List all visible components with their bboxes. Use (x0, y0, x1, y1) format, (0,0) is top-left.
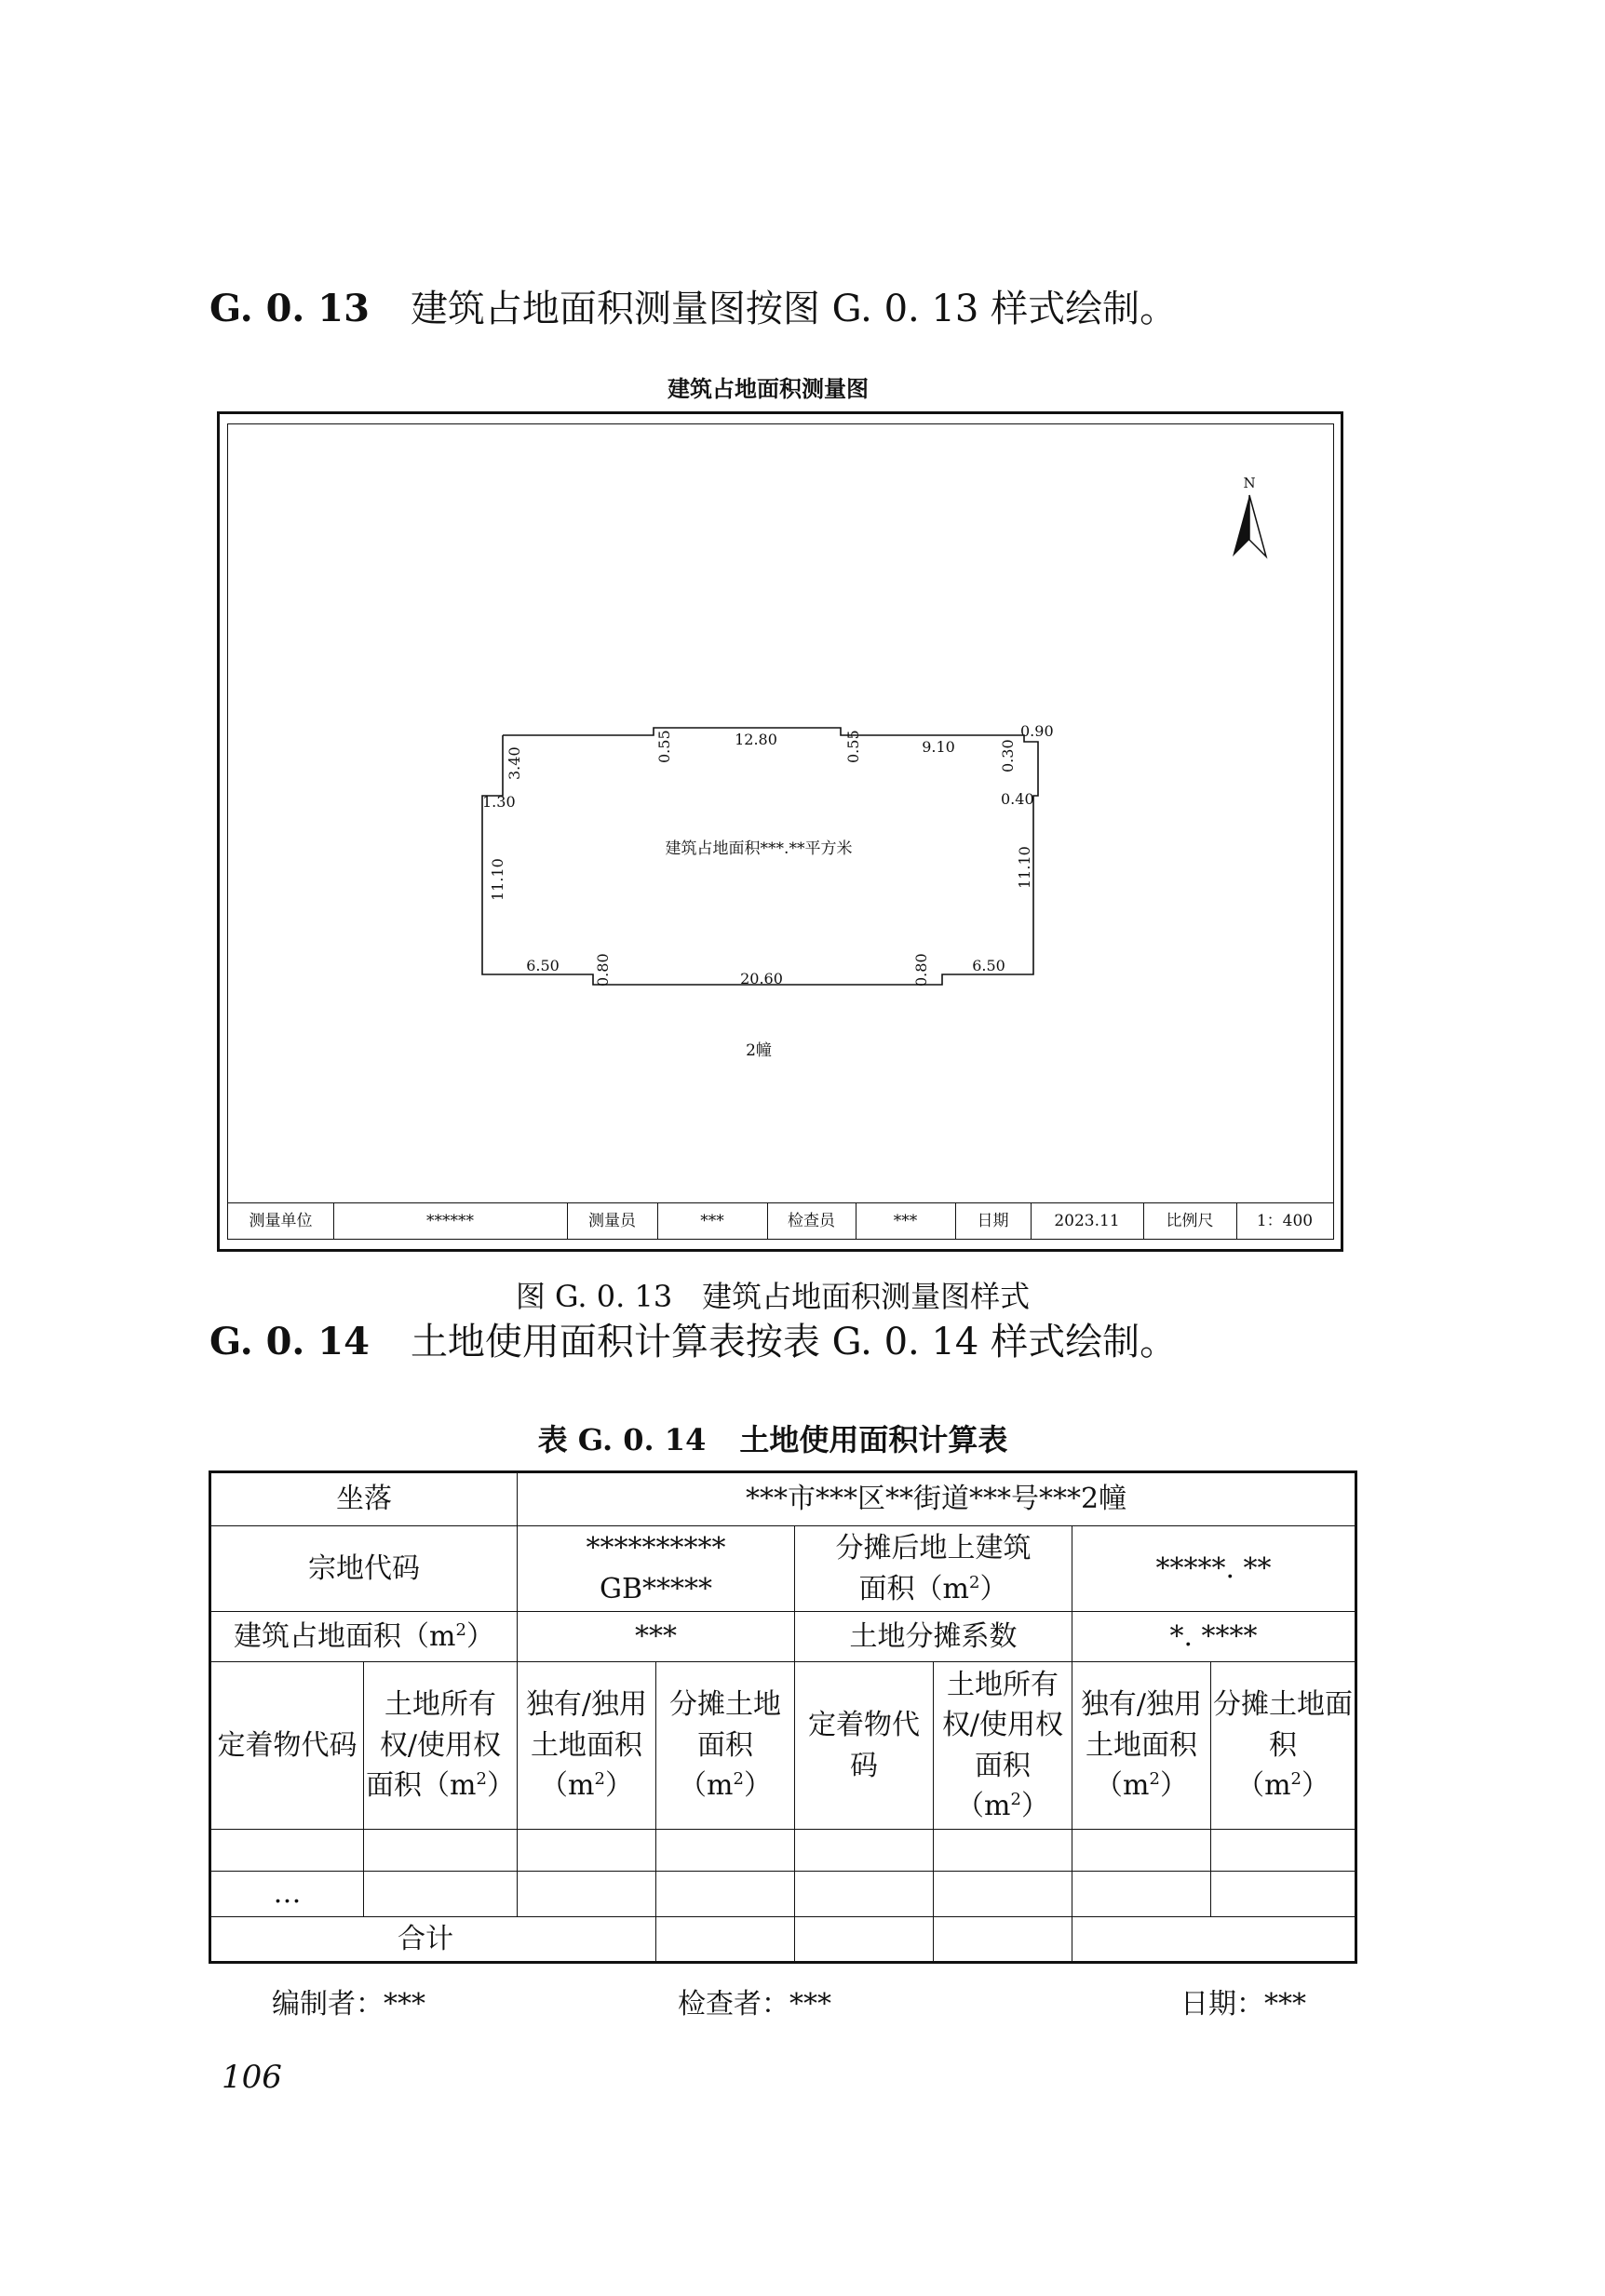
dim-label: 0.80 (594, 953, 612, 987)
figure-caption: 图 G. 0. 13 建筑占地面积测量图样式 (515, 1279, 1031, 1314)
dim-label: 0.55 (655, 730, 673, 763)
north-arrow-outline (1249, 495, 1266, 557)
clause-number: G. 0. 13 (209, 287, 370, 330)
surveyor-label: 测量员 (588, 1212, 636, 1230)
shared-area-label: 分摊后地上建筑 面积$(m^2)$ (795, 1526, 1072, 1612)
dim-label: 3.40 (506, 746, 523, 780)
dim-label: 0.30 (999, 739, 1017, 772)
shared-area-label-line2: 面积（m (858, 1572, 969, 1605)
parcel-code-line1: ********** (586, 1532, 726, 1564)
total-row (210, 1916, 1356, 1963)
dim-label: 11.10 (489, 858, 506, 901)
north-arrow-icon (1233, 495, 1249, 557)
dim-label: 6.50 (526, 957, 560, 974)
header-allocated-area: 分摊土地面积 $(m^2)$ (656, 1662, 795, 1830)
dim-label: 12.80 (735, 731, 777, 748)
figure-title: 建筑占地面积测量图 (668, 375, 869, 402)
coefficient-value: *. **** (1072, 1612, 1356, 1662)
total-label: 合计 (210, 1916, 656, 1963)
table-title-text: 土地使用面积计算表 (739, 1422, 1008, 1457)
page-number: 106 (222, 2059, 282, 2096)
checker-label: 检查员 (788, 1212, 835, 1230)
parcel-code-value (518, 1526, 795, 1612)
footer-date: 日期：*** (1180, 1988, 1306, 2021)
coefficient-label: 土地分摊系数 (795, 1612, 1072, 1662)
land-area-table (209, 1470, 1357, 1964)
table-row (210, 1830, 1356, 1872)
clause-text: 建筑占地面积测量图按图 G. 0. 13 样式绘制。 (410, 288, 1178, 330)
dim-label: 1.30 (482, 793, 516, 811)
clause-number: G. 0. 14 (209, 1320, 370, 1363)
checker-value: *** (893, 1212, 918, 1230)
area-label: 建筑占地面积***.**平方米 (665, 839, 853, 858)
location-value: ***市***区**街道***号***2幢 (518, 1472, 1356, 1526)
footprint-label: 建筑占地面积$(m^2)$ (210, 1612, 518, 1662)
dim-label: 11.10 (1016, 846, 1033, 889)
shared-area-label-line1: 分摊后地上建筑 (835, 1532, 1032, 1564)
date-value: 2023.11 (1054, 1212, 1120, 1230)
date-label: 日期 (977, 1212, 1009, 1230)
dim-label: 0.40 (1001, 790, 1034, 808)
table-row (210, 1872, 1356, 1917)
location-label: 坐落 (210, 1472, 518, 1526)
header-land-area: 土地所有权/使用权面积 $(m^2)$ (934, 1662, 1072, 1830)
header-fixture-code: 定着物代码 (210, 1662, 364, 1830)
footer-compiler: 编制者：*** (272, 1988, 425, 2021)
header-fixture-code: 定着物代码 (795, 1662, 934, 1830)
dim-label: 6.50 (972, 957, 1005, 974)
clause-text: 土地使用面积计算表按表 G. 0. 14 样式绘制。 (410, 1321, 1178, 1363)
dim-label: 9.10 (922, 738, 955, 756)
shared-area-value: *****. ** (1072, 1526, 1356, 1612)
building-label: 2幢 (746, 1041, 772, 1060)
unit-value: ****** (426, 1212, 474, 1230)
footer-checker: 检查者：*** (678, 1988, 831, 2021)
dim-label: 0.55 (844, 730, 862, 763)
surveyor-value: *** (700, 1212, 724, 1230)
table-number: 表 G. 0. 14 (537, 1422, 707, 1457)
unit-label: 测量单位 (249, 1212, 313, 1230)
scale-value: 1：400 (1256, 1212, 1314, 1230)
header-exclusive-area: 独有/独用土地面积 $(m^2)$ (1072, 1662, 1211, 1830)
title-block (228, 1202, 1333, 1239)
north-label: N (1243, 475, 1256, 491)
header-land-area: 土地所有权/使用权面积$(m^2)$ (364, 1662, 518, 1830)
parcel-code-line2: GB***** (599, 1572, 712, 1605)
ellipsis-cell: … (210, 1872, 364, 1917)
scale-label: 比例尺 (1166, 1212, 1214, 1230)
header-allocated-area: 分摊土地面积 $(m^2)$ (1211, 1662, 1356, 1830)
dim-label: 0.90 (1020, 722, 1054, 740)
dim-label: 20.60 (740, 970, 783, 987)
footprint-value: *** (518, 1612, 795, 1662)
clause-g014 (209, 1312, 1177, 1365)
dim-label: 0.80 (912, 953, 930, 987)
table-title (0, 1417, 1545, 1459)
parcel-code-label: 宗地代码 (210, 1526, 518, 1612)
header-exclusive-area: 独有/独用土地面积 $(m^2)$ (518, 1662, 656, 1830)
